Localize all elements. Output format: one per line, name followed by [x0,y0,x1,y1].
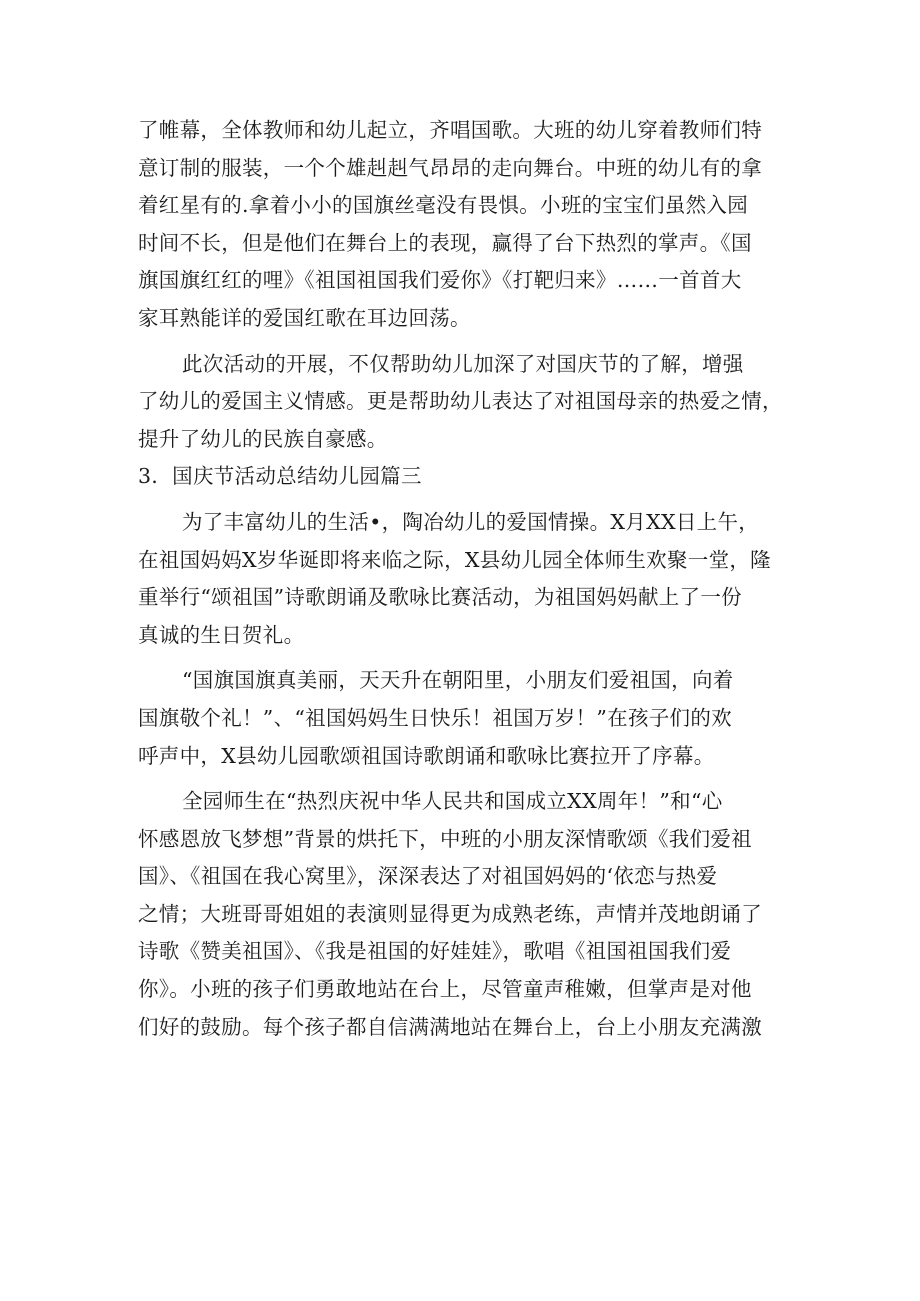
paragraph [138,783,788,1046]
text-line: 怀感恩放飞梦想”背景的烘托下，中班的小朋友深情歌颂《我们爱祖 [138,826,752,851]
section-heading [138,458,788,496]
text-line: 重举行“颂祖国”诗歌朗诵及歌咏比赛活动，为祖国妈妈献上了一份 [138,585,742,610]
text-line: 提升了幼儿的民族自豪感。 [138,426,388,451]
text-line: 旗国旗红红的哩》《祖国祖国我们爱你》《打靶归来》……一首首大 [138,268,742,293]
text-line: 了幼儿的爱国主义情感。更是帮助幼儿表达了对祖国母亲的热爱之情， [138,389,783,414]
text-line: 着红星有的.拿着小小的国旗丝毫没有畏惧。小班的宝宝们虽然入园 [138,193,749,218]
document-body [138,112,788,1046]
text-line: 们好的鼓励。每个孩子都自信满满地站在舞台上，台上小朋友充满激 [138,1014,762,1039]
text-line: “国旗国旗真美丽，天天升在朝阳里，小朋友们爱祖国，向着 [182,668,734,693]
text-line: 为了丰富幼儿的生活•，陶冶幼儿的爱国情操。X月XX日上午， [182,509,760,534]
text-line: 此次活动的开展，不仅帮助幼儿加深了对国庆节的了解，增强 [182,351,744,376]
paragraph [138,112,788,338]
text-line: 意订制的服装，一个个雄赳赳气昂昂的走向舞台。中班的幼儿有的拿 [138,155,762,180]
paragraph [138,662,788,775]
text-line: 家耳熟能详的爱国红歌在耳边回荡。 [138,305,471,330]
text-line: 时间不长，但是他们在舞台上的表现，赢得了台下热烈的掌声。《国 [138,230,752,255]
paragraph [138,346,788,459]
text-line: 真诚的生日贺礼。 [138,622,305,647]
text-line: 呼声中，X县幼儿园歌颂祖国诗歌朗诵和歌咏比赛拉开了序幕。 [138,743,715,768]
text-line: 你》。小班的孩子们勇敢地站在台上，尽管童声稚嫩，但掌声是对他 [138,977,752,1002]
paragraph [138,504,788,654]
text-line: 国旗敬个礼！”、“祖国妈妈生日快乐！祖国万岁！”在孩子们的欢 [138,705,732,730]
text-line: 之情；大班哥哥姐姐的表演则显得更为成熟老练，声情并茂地朗诵了 [138,901,762,926]
text-line: 了帷幕，全体教师和幼儿起立，齐唱国歌。大班的幼儿穿着教师们特 [138,118,762,142]
heading-text: 3．国庆节活动总结幼儿园篇三 [138,464,422,489]
text-line: 全园师生在“热烈庆祝中华人民共和国成立XX周年！”和“心 [182,789,723,814]
text-line: 国》、《祖国在我心窝里》，深深表达了对祖国妈妈的‘依恋与热爱 [138,864,718,889]
text-line: 诗歌《赞美祖国》、《我是祖国的好娃娃》，歌唱《祖国祖国我们爱 [138,939,732,964]
text-line: 在祖国妈妈X岁华诞即将来临之际，X县幼儿园全体师生欢聚一堂，隆 [138,547,771,572]
